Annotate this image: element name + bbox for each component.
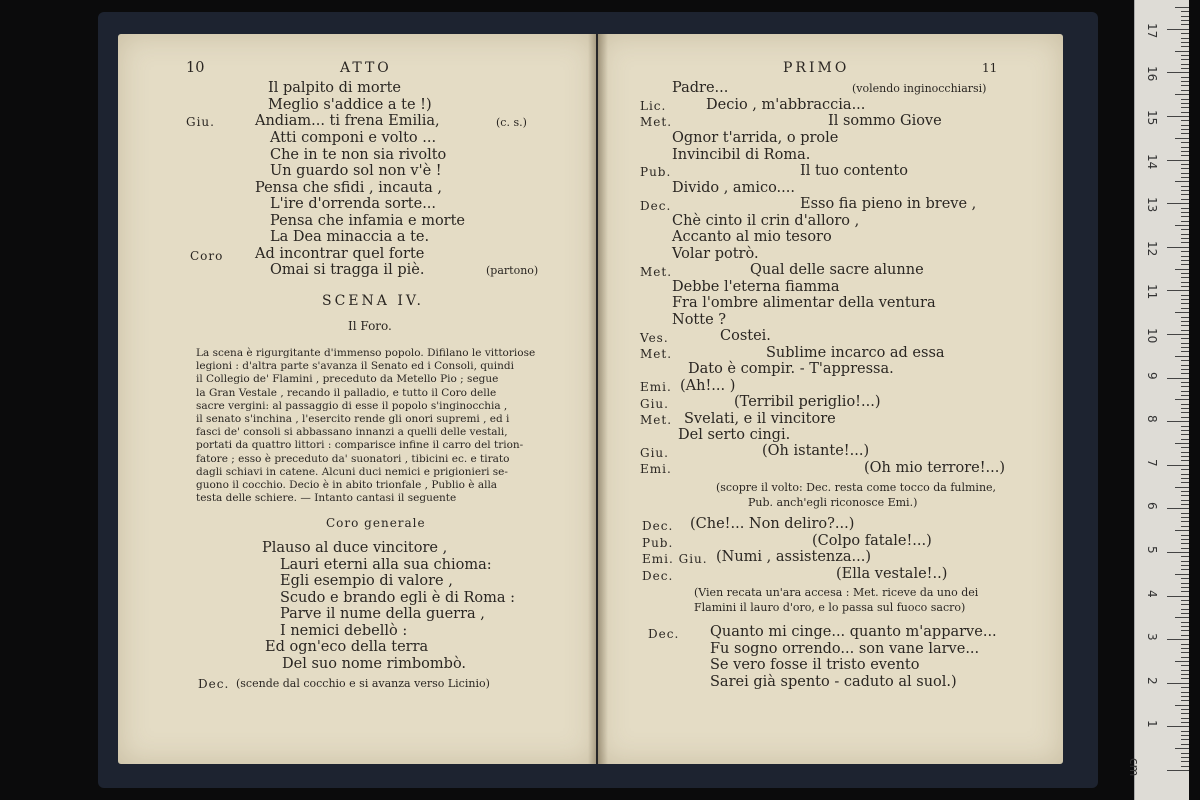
ruler-tick xyxy=(1181,20,1189,21)
ruler-tick xyxy=(1181,360,1189,361)
ruler-number: 15 xyxy=(1145,110,1159,126)
ruler-tick xyxy=(1181,107,1189,108)
ruler-tick xyxy=(1181,347,1189,348)
description-line: legioni : d'altra parte s'avanza il Senato ed i Consoli, quindi xyxy=(196,360,514,373)
verse-line: (Che!... Non deliro?...) xyxy=(690,516,855,532)
scene-title: SCENA IV. xyxy=(322,293,424,309)
ruler-tick xyxy=(1181,251,1189,252)
ruler-tick xyxy=(1181,77,1189,78)
speaker-label: Dec. xyxy=(648,627,680,641)
verse-line: (Numi , assistenza...) xyxy=(716,549,872,565)
ruler-tick xyxy=(1181,264,1189,265)
ruler-tick xyxy=(1181,151,1189,152)
verse-line: Andiam... ti frena Emilia, xyxy=(255,113,440,129)
chorus-heading: Coro generale xyxy=(326,516,426,530)
ruler-tick xyxy=(1181,212,1189,213)
verse-line: Del serto cingi. xyxy=(678,427,791,443)
ruler-tick xyxy=(1181,321,1189,322)
speaker-label: Met. xyxy=(640,265,673,279)
book-gutter xyxy=(588,34,608,764)
ruler-tick xyxy=(1175,748,1189,749)
ruler-tick xyxy=(1175,138,1189,139)
ruler-tick xyxy=(1181,120,1189,121)
speaker-label: Emi. xyxy=(640,380,672,394)
ruler-tick xyxy=(1181,678,1189,679)
verse-line: Il tuo contento xyxy=(800,163,908,179)
ruler-tick xyxy=(1181,295,1189,296)
ruler-tick xyxy=(1181,521,1189,522)
verse-line: Se vero fosse il tristo evento xyxy=(710,657,920,673)
ruler-tick xyxy=(1181,155,1189,156)
ruler-tick xyxy=(1181,317,1189,318)
ruler-tick xyxy=(1167,116,1189,117)
chorus-line: Del suo nome rimbombò. xyxy=(282,656,467,672)
ruler-tick xyxy=(1181,408,1189,409)
ruler-tick xyxy=(1181,194,1189,195)
ruler-tick xyxy=(1181,495,1189,496)
verse-line: Costei. xyxy=(720,328,771,344)
ruler-tick xyxy=(1175,225,1189,226)
verse-line: L'ire d'orrenda sorte... xyxy=(270,196,437,212)
ruler-tick xyxy=(1181,64,1189,65)
ruler-tick xyxy=(1181,199,1189,200)
ruler-tick xyxy=(1181,412,1189,413)
ruler-tick xyxy=(1181,622,1189,623)
ruler-tick xyxy=(1181,657,1189,658)
ruler-tick xyxy=(1175,51,1189,52)
verse-line: (Oh mio terrore!...) xyxy=(864,460,1006,476)
verse-line: (Terribil periglio!...) xyxy=(734,394,881,410)
ruler-tick xyxy=(1167,683,1189,684)
ruler-tick xyxy=(1181,500,1189,501)
left-page-number: 10 xyxy=(186,60,205,76)
ruler-tick xyxy=(1181,491,1189,492)
verse-line: (Ah!... ) xyxy=(680,378,736,394)
ruler-tick xyxy=(1181,46,1189,47)
verse-line: Svelati, e il vincitore xyxy=(684,411,836,427)
ruler-tick xyxy=(1181,753,1189,754)
ruler-tick xyxy=(1181,238,1189,239)
ruler-tick xyxy=(1181,565,1189,566)
ruler-tick xyxy=(1167,639,1189,640)
speaker-label: Met. xyxy=(640,347,673,361)
description-line: La scena è rigurgitante d'immenso popolo. Difilano le vittoriose xyxy=(196,347,536,359)
ruler-tick xyxy=(1181,722,1189,723)
ruler-tick xyxy=(1181,452,1189,453)
ruler-tick xyxy=(1175,181,1189,182)
speaker-label: Coro xyxy=(190,249,224,263)
verse-line: Pensa che infamia e morte xyxy=(270,213,466,229)
ruler-tick xyxy=(1167,203,1189,204)
ruler-tick xyxy=(1181,635,1189,636)
ruler-tick xyxy=(1181,766,1189,767)
speaker-label: Dec. xyxy=(642,519,674,533)
ruler-tick xyxy=(1167,465,1189,466)
verse-line: Omai si tragga il piè. xyxy=(270,262,425,278)
ruler-tick xyxy=(1175,312,1189,313)
ruler-tick xyxy=(1181,670,1189,671)
ruler-number: 4 xyxy=(1145,589,1159,598)
ruler-tick xyxy=(1181,587,1189,588)
verse-line: Volar potrò. xyxy=(672,246,759,262)
ruler-tick xyxy=(1181,164,1189,165)
ruler-tick xyxy=(1181,142,1189,143)
ruler-number: 9 xyxy=(1145,371,1159,380)
ruler-tick xyxy=(1181,242,1189,243)
description-line: il Collegio de' Flamini , preceduto da Metello Pio ; segue xyxy=(196,373,499,386)
chorus-line: Lauri eterni alla sua chioma: xyxy=(280,557,492,573)
description-line: il senato s'inchina , l'esercito rende gli onori supremi , ed i xyxy=(196,413,510,426)
ruler-tick xyxy=(1181,103,1189,104)
stage-direction: (scopre il volto: Dec. resta come tocco da fulmine, xyxy=(716,481,997,494)
description-line: la Gran Vestale , recando il palladio, e tutto il Coro delle xyxy=(196,386,497,399)
ruler-tick xyxy=(1181,709,1189,710)
ruler-tick xyxy=(1181,687,1189,688)
ruler-tick xyxy=(1181,81,1189,82)
ruler-tick xyxy=(1181,338,1189,339)
verse-line: Decio , m'abbraccia... xyxy=(706,97,866,113)
ruler-tick xyxy=(1181,517,1189,518)
ruler-tick xyxy=(1181,626,1189,627)
ruler-tick xyxy=(1181,229,1189,230)
ruler-number: 17 xyxy=(1145,22,1159,39)
ruler-tick xyxy=(1181,513,1189,514)
chorus-line: Plauso al duce vincitore , xyxy=(262,540,448,556)
speaker-label: Met. xyxy=(640,115,673,129)
ruler-number: 6 xyxy=(1145,502,1159,511)
ruler-tick xyxy=(1181,59,1189,60)
ruler-number: 13 xyxy=(1145,197,1159,213)
verse-line: Meglio s'addice a te !) xyxy=(268,97,432,113)
ruler-tick xyxy=(1181,260,1189,261)
ruler-tick xyxy=(1175,617,1189,618)
ruler-number: 12 xyxy=(1145,240,1159,257)
ruler-tick xyxy=(1181,173,1189,174)
right-page-number: 11 xyxy=(982,61,998,75)
ruler-tick xyxy=(1181,133,1189,134)
ruler-tick xyxy=(1167,508,1189,509)
speaker-label: Dec. xyxy=(640,199,672,213)
ruler-tick xyxy=(1181,129,1189,130)
ruler-number: 2 xyxy=(1145,676,1159,685)
ruler-tick xyxy=(1181,24,1189,25)
description-line: portati da quattro littori : comparisce infine il carro del trion- xyxy=(196,439,524,452)
ruler-number: 5 xyxy=(1145,546,1159,554)
ruler-tick xyxy=(1181,404,1189,405)
speaker-label: Emi. Giu. xyxy=(642,552,708,566)
ruler-tick xyxy=(1181,351,1189,352)
ruler-tick xyxy=(1181,630,1189,631)
speaker-label: Lic. xyxy=(640,99,667,113)
ruler-tick xyxy=(1181,85,1189,86)
ruler-tick xyxy=(1167,29,1189,30)
ruler-tick xyxy=(1181,112,1189,113)
verse-line: Dato è compir. - T'appressa. xyxy=(688,361,894,377)
ruler-tick xyxy=(1181,382,1189,383)
stage-direction: Flamini il lauro d'oro, e lo passa sul fuoco sacro) xyxy=(694,601,966,614)
ruler-tick xyxy=(1181,395,1189,396)
ruler-tick xyxy=(1175,94,1189,95)
ruler-tick xyxy=(1181,731,1189,732)
verse-line: Chè cinto il crin d'alloro , xyxy=(672,213,860,229)
verse-line: Notte ? xyxy=(672,312,727,328)
chorus-line: I nemici debellò : xyxy=(280,623,408,639)
ruler-tick xyxy=(1181,277,1189,278)
speaker-label: Emi. xyxy=(640,462,672,476)
ruler-tick xyxy=(1167,378,1189,379)
ruler-tick xyxy=(1181,578,1189,579)
right-running-head: PRIMO xyxy=(783,60,850,76)
ruler-tick xyxy=(1167,726,1189,727)
ruler-tick xyxy=(1175,399,1189,400)
stage-direction: (Vien recata un'ara accesa : Met. riceve da uno dei xyxy=(694,586,979,599)
stage-direction: (c. s.) xyxy=(496,116,527,129)
ruler-tick xyxy=(1181,286,1189,287)
ruler-tick xyxy=(1181,439,1189,440)
ruler-tick xyxy=(1181,482,1189,483)
ruler-tick xyxy=(1181,426,1189,427)
ruler-number: 10 xyxy=(1145,328,1159,344)
ruler-tick xyxy=(1175,574,1189,575)
ruler-tick xyxy=(1181,186,1189,187)
verse-line: La Dea minaccia a te. xyxy=(270,229,430,245)
chorus-line: Parve il nume della guerra , xyxy=(280,606,485,622)
ruler-tick xyxy=(1181,692,1189,693)
ruler-tick xyxy=(1175,356,1189,357)
ruler-tick xyxy=(1181,644,1189,645)
ruler-tick xyxy=(1181,365,1189,366)
verse-line: Che in te non sia rivolto xyxy=(270,147,447,163)
description-line: sacre vergini: al passaggio di esse il popolo s'inginocchia , xyxy=(196,399,508,412)
ruler-tick xyxy=(1181,447,1189,448)
stage-direction: Pub. anch'egli riconosce Emi.) xyxy=(748,496,918,509)
ruler-tick xyxy=(1181,713,1189,714)
ruler-tick xyxy=(1181,330,1189,331)
verse-line: Fu sogno orrendo... son vane larve... xyxy=(710,641,980,657)
verse-line: (Ella vestale!..) xyxy=(836,566,948,582)
ruler-tick xyxy=(1181,556,1189,557)
ruler-tick xyxy=(1181,700,1189,701)
ruler-unit: cm xyxy=(1127,758,1141,777)
ruler-tick xyxy=(1181,535,1189,536)
verse-line: Sarei già spento - caduto al suol.) xyxy=(710,674,957,690)
verse-line: Divido , amico.... xyxy=(672,180,795,196)
ruler-tick xyxy=(1181,739,1189,740)
verse-line: Qual delle sacre alunne xyxy=(750,262,924,278)
ruler-tick xyxy=(1181,303,1189,304)
verse-line: Pensa che sfidi , incauta , xyxy=(255,180,442,196)
ruler-tick xyxy=(1181,90,1189,91)
speaker-label: Pub. xyxy=(642,536,674,550)
ruler-tick xyxy=(1181,343,1189,344)
ruler-tick xyxy=(1181,604,1189,605)
ruler-number: 16 xyxy=(1145,66,1159,82)
ruler-tick xyxy=(1167,334,1189,335)
ruler-tick xyxy=(1181,600,1189,601)
ruler-tick xyxy=(1181,735,1189,736)
ruler-tick xyxy=(1181,474,1189,475)
ruler-tick xyxy=(1181,38,1189,39)
ruler-tick xyxy=(1181,125,1189,126)
ruler-tick xyxy=(1181,757,1189,758)
verse-line: (Oh istante!...) xyxy=(762,443,870,459)
scene-description xyxy=(196,347,548,505)
verse-line: Ognor t'arrida, o prole xyxy=(672,130,839,146)
verse-line: Sublime incarco ad essa xyxy=(766,345,945,361)
ruler-tick xyxy=(1181,561,1189,562)
ruler-tick xyxy=(1181,391,1189,392)
ruler-tick xyxy=(1175,530,1189,531)
ruler-tick xyxy=(1181,569,1189,570)
verse-line: (Colpo fatale!...) xyxy=(812,533,932,549)
verse-line: Atti componi e volto ... xyxy=(270,130,437,146)
ruler-tick xyxy=(1175,487,1189,488)
description-line: fatore ; esso è preceduto da' suonatori , tibicini ec. e tirato xyxy=(196,452,510,465)
verse-line: Accanto al mio tesoro xyxy=(672,229,832,245)
ruler-number: 1 xyxy=(1145,720,1159,729)
ruler-tick xyxy=(1175,269,1189,270)
verse-line: Ad incontrar quel forte xyxy=(255,246,425,262)
ruler-number: 11 xyxy=(1145,284,1159,300)
verse-line: Il sommo Giove xyxy=(828,113,942,129)
ruler-tick xyxy=(1181,430,1189,431)
ruler-tick xyxy=(1167,770,1189,771)
ruler-tick xyxy=(1167,421,1189,422)
verse-line: Il palpito di morte xyxy=(268,80,401,96)
ruler-tick xyxy=(1181,613,1189,614)
ruler-tick xyxy=(1181,609,1189,610)
ruler-tick xyxy=(1181,696,1189,697)
ruler-tick xyxy=(1181,273,1189,274)
ruler-tick xyxy=(1175,705,1189,706)
ruler-tick xyxy=(1181,648,1189,649)
ruler-tick xyxy=(1181,478,1189,479)
scene-setting: Il Foro. xyxy=(348,319,392,333)
ruler-tick xyxy=(1181,504,1189,505)
ruler-tick xyxy=(1181,99,1189,100)
ruler-tick xyxy=(1167,160,1189,161)
ruler-number: 7 xyxy=(1145,458,1159,467)
ruler-tick xyxy=(1181,11,1189,12)
ruler-tick xyxy=(1181,190,1189,191)
ruler-tick xyxy=(1181,16,1189,17)
ruler-tick xyxy=(1181,591,1189,592)
ruler-tick xyxy=(1181,526,1189,527)
ruler-tick xyxy=(1175,661,1189,662)
ruler-tick xyxy=(1167,552,1189,553)
ruler-tick xyxy=(1181,308,1189,309)
ruler-number: 3 xyxy=(1145,633,1159,641)
description-line: fasci de' consoli si abbassano innanzi a quelli delle vestali, xyxy=(196,426,508,439)
ruler-tick xyxy=(1181,548,1189,549)
ruler-tick xyxy=(1181,665,1189,666)
speaker-label: Ves. xyxy=(640,331,669,345)
ruler-tick xyxy=(1181,208,1189,209)
ruler-tick xyxy=(1181,460,1189,461)
stage-direction: (scende dal cocchio e si avanza verso Licinio) xyxy=(236,677,490,690)
ruler-tick xyxy=(1181,221,1189,222)
ruler-tick xyxy=(1181,147,1189,148)
ruler-tick xyxy=(1181,718,1189,719)
measuring-ruler xyxy=(1127,0,1189,800)
ruler-tick xyxy=(1181,652,1189,653)
ruler-tick xyxy=(1181,744,1189,745)
ruler-tick xyxy=(1167,247,1189,248)
speaker-label: Dec. xyxy=(642,569,674,583)
ruler-tick xyxy=(1175,443,1189,444)
ruler-tick xyxy=(1181,583,1189,584)
ruler-tick xyxy=(1181,256,1189,257)
ruler-tick xyxy=(1181,543,1189,544)
ruler-tick xyxy=(1181,434,1189,435)
verse-line: Quanto mi cinge... quanto m'apparve... xyxy=(710,624,997,640)
ruler-tick xyxy=(1181,68,1189,69)
ruler-tick xyxy=(1181,33,1189,34)
ruler-tick xyxy=(1181,469,1189,470)
ruler-tick xyxy=(1181,42,1189,43)
verse-line: Padre... xyxy=(672,80,729,96)
ruler-tick xyxy=(1181,325,1189,326)
ruler-tick xyxy=(1181,386,1189,387)
verse-line: Fra l'ombre alimentar della ventura xyxy=(672,295,936,311)
speaker-label: Giu. xyxy=(186,115,215,129)
ruler-tick xyxy=(1181,299,1189,300)
ruler-tick xyxy=(1181,168,1189,169)
verse-line: Invincibil di Roma. xyxy=(672,147,811,163)
ruler-tick xyxy=(1181,177,1189,178)
ruler-number: 8 xyxy=(1145,415,1159,423)
chorus-line: Egli esempio di valore , xyxy=(280,573,453,589)
speaker-label: Giu. xyxy=(640,397,669,411)
verse-line: Un guardo sol non v'è ! xyxy=(270,163,442,179)
speaker-label: Pub. xyxy=(640,165,672,179)
description-line: dagli schiavi in catene. Alcuni duci nemici e prigionieri se- xyxy=(196,465,508,478)
ruler-tick xyxy=(1175,7,1189,8)
left-running-head: ATTO xyxy=(340,60,392,76)
ruler-tick xyxy=(1181,373,1189,374)
ruler-tick xyxy=(1181,282,1189,283)
ruler-tick xyxy=(1181,55,1189,56)
chorus-line: Scudo e brando egli è di Roma : xyxy=(280,590,516,606)
description-line: guono il cocchio. Decio è in abito trionfale , Publio è alla xyxy=(196,479,498,492)
ruler-tick xyxy=(1181,456,1189,457)
ruler-tick xyxy=(1181,369,1189,370)
ruler-number: 14 xyxy=(1145,153,1159,169)
speaker-label: Met. xyxy=(640,413,673,427)
chorus-line: Ed ogn'eco della terra xyxy=(265,639,429,655)
ruler-tick xyxy=(1181,539,1189,540)
verse-line: Esso fia pieno in breve , xyxy=(800,196,977,212)
stage-direction: (partono) xyxy=(486,264,539,277)
speaker-label: Giu. xyxy=(640,446,669,460)
ruler-tick xyxy=(1167,72,1189,73)
ruler-tick xyxy=(1181,234,1189,235)
ruler-tick xyxy=(1181,417,1189,418)
stage-direction: (volendo inginocchiarsi) xyxy=(852,82,987,95)
description-line: testa delle schiere. — Intanto cantasi il seguente xyxy=(196,492,457,505)
verse-line: Debbe l'eterna fiamma xyxy=(672,279,840,295)
ruler-tick xyxy=(1181,216,1189,217)
ruler-tick xyxy=(1167,596,1189,597)
speaker-label: Dec. xyxy=(198,677,230,691)
ruler-tick xyxy=(1181,761,1189,762)
ruler-tick xyxy=(1181,674,1189,675)
ruler-tick xyxy=(1167,290,1189,291)
